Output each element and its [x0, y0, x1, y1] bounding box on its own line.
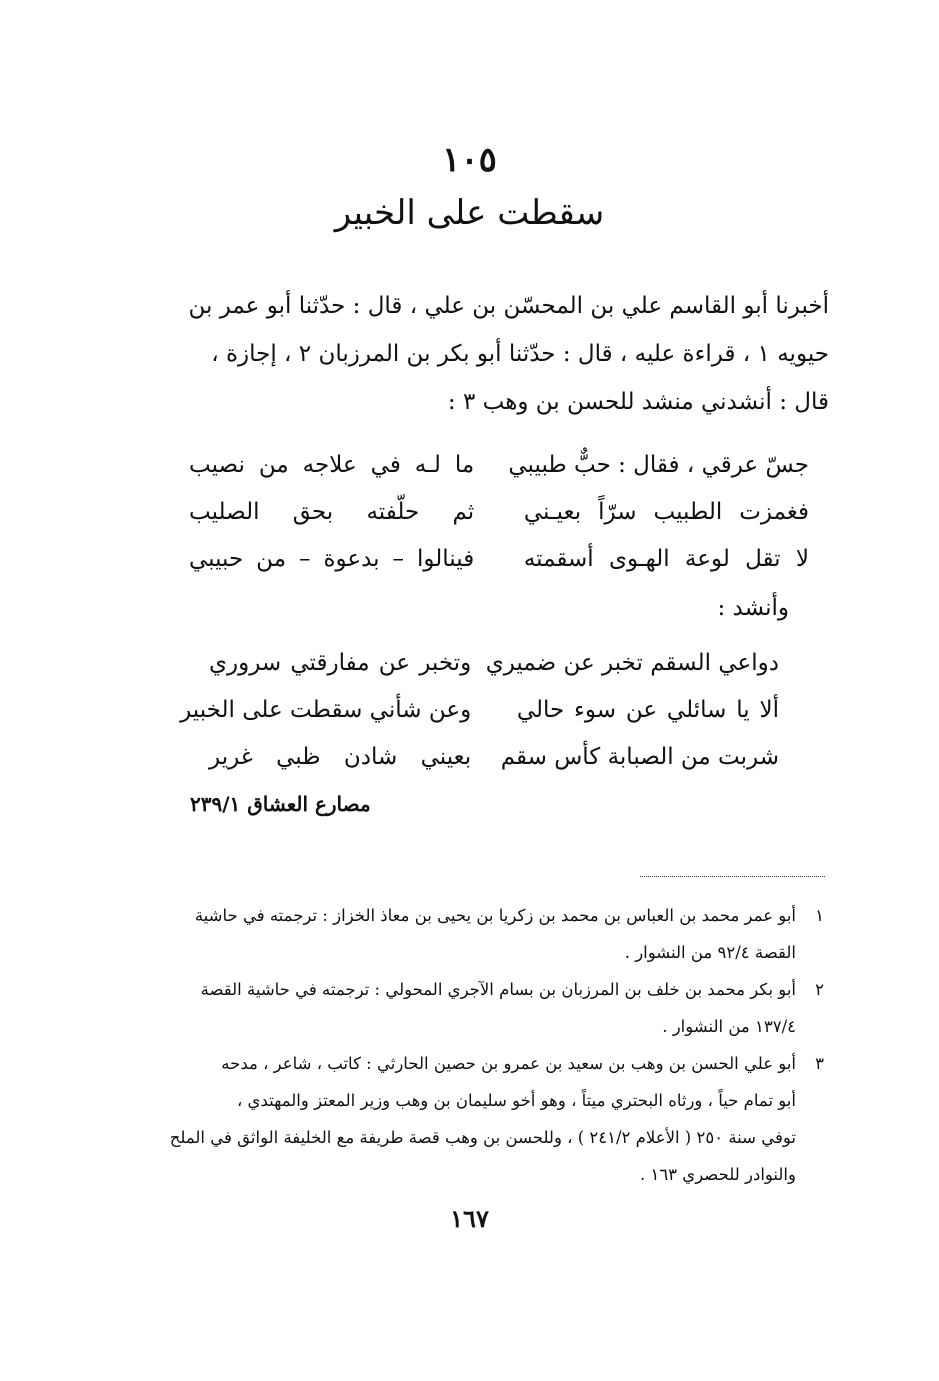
footnote-line	[144, 1082, 824, 1119]
verse	[209, 640, 779, 687]
verse	[180, 687, 779, 734]
recite-label: وأنشد :	[717, 595, 789, 621]
verse-first-half: ألا يا سائلي عن سوء حالي	[516, 697, 779, 723]
footnote-text: أبو تمام حياً ، ورثاه البحتري ميتاً ، وهو أخو سليمان بن وهب وزير المعتز والمهتدي ،	[236, 1091, 796, 1110]
verse-first-half: جسّ عرقي ، فقال : حبٌّ طبيبي	[508, 452, 809, 478]
footnote-line	[144, 971, 824, 1008]
footnote-text: والنوادر للحصري ١٦٣ .	[639, 1165, 796, 1184]
paragraph-line: حيويه ١ ، قراءة عليه ، قال : حدّثنا أبو بكر بن المرزبان ٢ ، إجازة ،	[211, 341, 829, 367]
footnote-marker: ٣	[815, 1054, 824, 1073]
footnote-text: أبو عمر محمد بن العباس بن محمد بن زكريا بن يحيى بن معاذ الخزاز : ترجمته في حاشية	[194, 906, 796, 925]
footnote-text: أبو بكر محمد بن خلف بن المرزبان بن بسام الآجري المحولي : ترجمته في حاشية القصة	[200, 980, 796, 999]
isnad-paragraph	[149, 282, 829, 426]
verse-second-half: وتخبر عن مفارقتي سروري	[209, 650, 472, 676]
verse-second-half: ما لـه في علاجه من نصيب	[189, 452, 475, 478]
verse	[189, 489, 809, 536]
paragraph-line: قال : أنشدني منشد للحسن بن وهب ٣ :	[447, 389, 829, 415]
footnote-text: توفي سنة ٢٥٠ ( الأعلام ٢٤١/٢ ) ، وللحسن بن وهب قصة طريفة مع الخليفة الواثق في الملح	[169, 1128, 796, 1147]
story-number: ١٠٥	[442, 140, 497, 180]
footnote-line	[144, 1119, 824, 1156]
verse-first-half: لا تقل لوعة الهـوى أسقمته	[523, 546, 809, 572]
verse	[189, 442, 809, 489]
footnotes	[144, 897, 824, 1193]
footnote-text: أبو علي الحسن بن وهب بن سعيد بن عمرو بن حصين الحارثي : كاتب ، شاعر ، مدحه	[221, 1054, 796, 1073]
verse-second-half: بعيني شادن ظبي غرير	[209, 744, 472, 770]
verse-second-half: فينالوا – بدعوة – من حبيبي	[189, 546, 475, 572]
footnote-marker: ٢	[815, 980, 824, 999]
page-number: ١٦٧	[450, 1204, 489, 1233]
footnote-marker: ١	[815, 906, 824, 925]
footnote-line	[144, 1008, 824, 1045]
footnote-item	[144, 897, 824, 971]
footnote-line	[144, 1045, 824, 1082]
footnote-text: القصة ٩٢/٤ من النشوار .	[624, 943, 796, 962]
footnote-line	[144, 934, 824, 971]
poem-first	[189, 442, 809, 583]
footnote-item	[144, 971, 824, 1045]
paragraph-line: أخبرنا أبو القاسم علي بن المحسّن بن علي ، قال : حدّثنا أبو عمر بن	[188, 293, 829, 319]
verse-second-half: وعن شأني سقطت على الخبير	[180, 697, 472, 723]
verse	[209, 734, 779, 781]
footnote-item	[144, 1045, 824, 1193]
verse-first-half: دواعي السقم تخبر عن ضميري	[485, 650, 779, 676]
verse-second-half: ثم حلّفته بحق الصليب	[189, 499, 475, 525]
footnote-divider	[640, 876, 825, 877]
footnote-line	[144, 1156, 824, 1193]
footnote-line	[144, 897, 824, 934]
footnote-text: ١٣٧/٤ من النشوار .	[662, 1017, 796, 1036]
verse-first-half: شربت من الصبابة كأس سقم	[500, 744, 779, 770]
verse	[189, 536, 809, 583]
source-citation: مصارع العشاق ٢٣٩/١	[190, 792, 371, 816]
poem-second	[180, 640, 779, 781]
verse-first-half: فغمزت الطبيب سرّاً بعيـني	[523, 499, 809, 525]
story-title: سقطت على الخبير	[334, 193, 605, 233]
